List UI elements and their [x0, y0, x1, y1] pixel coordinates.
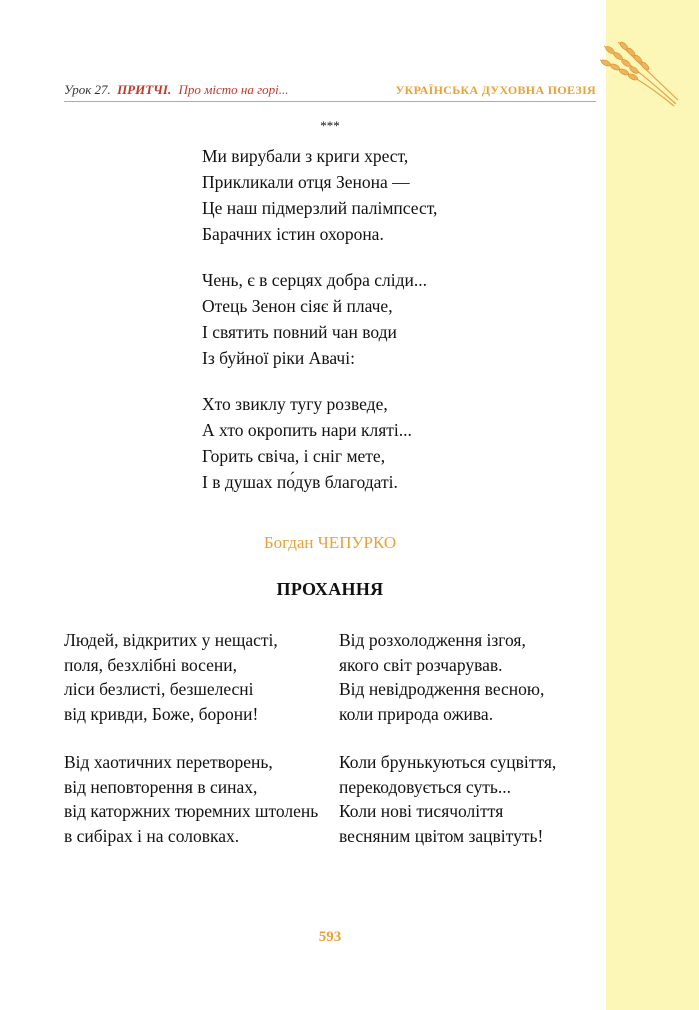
poem-line: ліси безлисті, безшелесні: [64, 679, 254, 699]
stanza: [202, 143, 437, 247]
poem-two-left-column: [64, 628, 318, 872]
stanza: [202, 267, 437, 371]
poem-line: Від розхолодження ізгоя,: [339, 630, 526, 650]
poem-two-right-column: [339, 628, 556, 872]
poem-line: І святить повний чан води: [202, 322, 397, 342]
poem-line: весняним цвітом зацвітуть!: [339, 825, 544, 846]
poem-line: Людей, відкритих у нещасті,: [64, 630, 278, 650]
header-lesson: Урок 27.: [64, 82, 111, 97]
poem-line: Хто звиклу тугу розведе,: [202, 394, 388, 414]
poem-line: Коли брунькуються суцвіття,: [339, 752, 557, 772]
poem-line: Горить свіча, і сніг мете,: [202, 446, 386, 466]
poem-line: коли природа ожива.: [339, 703, 494, 724]
poem-line: Коли нові тисячоліття: [339, 801, 504, 821]
poem-line: від кривди, Боже, борони!: [64, 703, 259, 724]
poem-line: перекодовується суть...: [339, 776, 511, 797]
header-left: [64, 82, 289, 98]
stanza: [202, 391, 437, 495]
poem-line: в сибірах і на соловках.: [64, 825, 240, 846]
poem-line: якого світ розчарував.: [339, 654, 503, 675]
header-section-title: ПРИТЧІ.: [117, 82, 172, 97]
poem-line: Барачних істин охорона.: [202, 224, 384, 244]
poem-line: І в душах по́дув благодаті.: [202, 472, 398, 492]
header-right-title: УКРАЇНСЬКА ДУХОВНА ПОЕЗІЯ: [395, 83, 596, 97]
header-rule: [64, 101, 596, 102]
side-strip: [606, 0, 699, 1010]
author-name: Богдан ЧЕПУРКО: [263, 533, 397, 552]
poem-line: А хто окропить нари кляті...: [202, 420, 412, 440]
page-header: [64, 82, 596, 100]
stanza: [64, 750, 318, 848]
wheat-icon: [596, 38, 684, 110]
stanza: [339, 628, 556, 726]
poem-line: Від хаотичних перетворень,: [64, 752, 273, 772]
poem-line: Чень, є в серцях добра сліди...: [202, 270, 428, 290]
stanza: [339, 750, 556, 848]
stanza: [64, 628, 318, 726]
poem-line: від неповторення в синах,: [64, 776, 258, 797]
poem-line: Ми вирубали з криги хрест,: [202, 146, 409, 166]
poem-marker: ***: [320, 118, 340, 133]
poem-title: ПРОХАННЯ: [276, 579, 384, 599]
poem-line: Це наш підмерзлий палімпсест,: [202, 198, 438, 218]
poem-line: Із буйної ріки Авачі:: [202, 348, 355, 368]
poem-line: Від невідродження весною,: [339, 679, 545, 699]
poem-line: Прикликали отця Зенона —: [202, 172, 410, 192]
page-number: 593: [318, 929, 342, 945]
poem-line: від каторжних тюремних штолень: [64, 801, 319, 821]
poem-line: Отець Зенон сіяє й плаче,: [202, 296, 393, 316]
poem-one: [202, 143, 437, 515]
poem-line: поля, безхлібні восени,: [64, 654, 238, 675]
header-subtitle: Про місто на горі...: [178, 82, 289, 97]
